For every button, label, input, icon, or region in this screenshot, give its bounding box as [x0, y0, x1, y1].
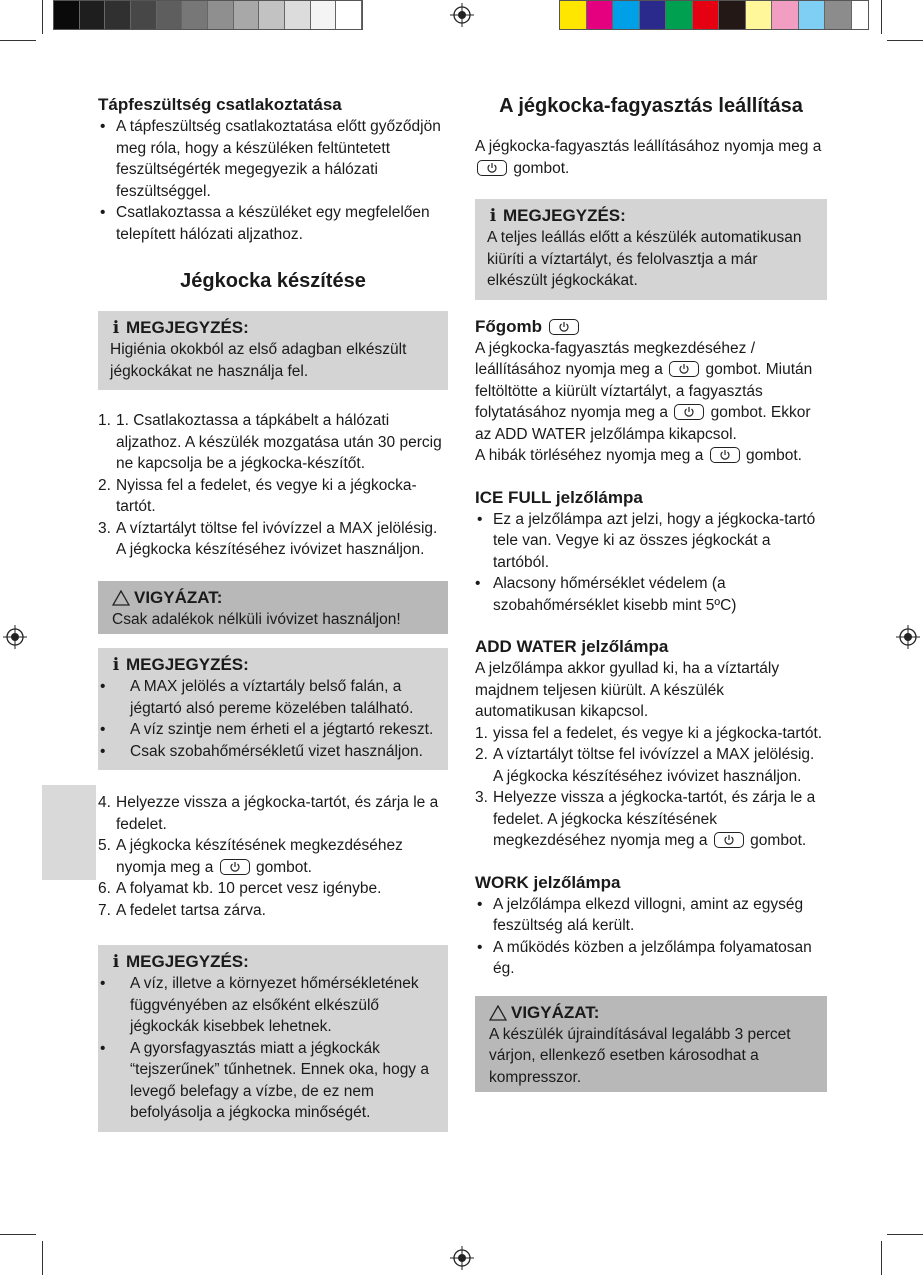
- caution-text: Csak adalékok nélküli ivóvizet használjon!: [112, 610, 401, 628]
- registration-mark-icon: [450, 1246, 474, 1270]
- color-swatch: [693, 1, 720, 29]
- section-title-work: WORK jelzőlámpa: [475, 872, 621, 892]
- list-item: • A jelzőlámpa elkezd villogni, amint az egység feszültség alá került.: [477, 895, 804, 934]
- caution-title: VIGYÁZAT:: [511, 1002, 600, 1022]
- gray-swatch: [234, 1, 260, 29]
- gray-swatch: [182, 1, 208, 29]
- power-connection-list: [98, 116, 448, 245]
- power-button-icon: [669, 361, 699, 377]
- color-swatch: [825, 1, 852, 29]
- list-item: • A MAX jelölés a víztartály belső falán, a jégtartó alsó pereme közelében található.: [100, 678, 414, 717]
- list-item: • Alacsony hőmérséklet védelem (a szobahőmérséklet kisebb mint 5ºC): [475, 575, 737, 614]
- gray-swatch: [105, 1, 131, 29]
- step-item: 2. A víztartályt töltse fel ivóvízzel a MAX jelölésig. A jégkocka készítéséhez ivóvizet használjon.: [475, 746, 815, 785]
- section-title-power-connection: Tápfeszültség csatlakoztatása: [98, 95, 342, 114]
- crop-mark: [0, 1234, 36, 1235]
- step-item: 3. Helyezze vissza a jégkocka-tartót, és zárja le a fedelet. A jégkocka készítésének megkezdéséhez nyomja meg a gombot.: [475, 789, 816, 849]
- section-title-ice-full: ICE FULL jelzőlámpa: [475, 487, 643, 507]
- step-item: 1. 1. Csatlakoztassa a tápkábelt a hálózati aljzathoz. A készülék mozgatása után 30 percig ne kapcsolja be a jégkocka-készítőt.: [98, 412, 442, 472]
- process-color-bar: [559, 0, 869, 30]
- caution-title: VIGYÁZAT:: [134, 587, 223, 607]
- list-item: • A működés közben a jelzőlámpa folyamatosan ég.: [477, 938, 812, 977]
- color-swatch: [587, 1, 614, 29]
- color-swatch: [666, 1, 693, 29]
- ice-making-steps: [98, 410, 448, 561]
- note-title: MEGJEGYZÉS:: [126, 655, 249, 674]
- section-title-main-button: Főgomb: [475, 316, 827, 338]
- power-button-icon: [674, 404, 704, 420]
- language-side-tab: [42, 785, 96, 880]
- left-column: [98, 94, 448, 1132]
- caution-box: [475, 996, 827, 1093]
- power-button-icon: [714, 832, 744, 848]
- list-item: • Csak szobahőmérsékletű vizet használjon.: [100, 742, 423, 760]
- list-item: • A tápfeszültség csatlakoztatása előtt győződjön meg róla, hogy a készüléken feltüntetett feszültségérték megegyezik a hálózati feszültséggel.: [100, 118, 441, 200]
- info-i-icon: ℹ: [112, 318, 120, 337]
- registration-mark-icon: [450, 3, 474, 27]
- step-item: 5. A jégkocka készítésének megkezdéséhez nyomja meg a gombot.: [98, 837, 403, 876]
- stop-instructions: A jégkocka-fagyasztás leállításához nyomja meg a gombot.: [475, 138, 822, 177]
- warning-triangle-icon: [112, 590, 130, 606]
- grayscale-color-bar: [53, 0, 363, 30]
- color-swatch: [799, 1, 826, 29]
- note-title: MEGJEGYZÉS:: [126, 318, 249, 337]
- color-swatch: [613, 1, 640, 29]
- note-text: A teljes leállás előtt a készülék automatikusan kiüríti a víztartályt, és felolvasztja a már elkészült jégkockákat.: [487, 229, 802, 289]
- right-column: [475, 94, 827, 1092]
- add-water-steps: [475, 723, 827, 852]
- info-i-icon: ℹ: [489, 206, 497, 225]
- crop-mark: [881, 0, 882, 34]
- list-item: • Csatlakoztassa a készüléket egy megfelelően telepített hálózati aljzathoz.: [100, 204, 430, 243]
- color-swatch: [640, 1, 667, 29]
- list-item: • A gyorsfagyasztás miatt a jégkockák “tejszerűnek” tűnhetnek. Ennek oka, hogy a levegő belefagy a vízbe, de ez nem befolyásolja a jégkocka minőségét.: [100, 1039, 429, 1121]
- color-swatch: [772, 1, 799, 29]
- gray-swatch: [311, 1, 337, 29]
- power-button-icon: [710, 447, 740, 463]
- gray-swatch: [157, 1, 183, 29]
- note-title: MEGJEGYZÉS:: [126, 952, 249, 971]
- bullet: •: [100, 204, 106, 221]
- gray-swatch: [285, 1, 311, 29]
- step-item: 3. A víztartályt töltse fel ivóvízzel a MAX jelölésig. A jégkocka készítéséhez ivóvizet használjon.: [98, 519, 438, 558]
- note-box: [98, 311, 448, 390]
- bullet: •: [100, 118, 106, 135]
- gray-swatch: [131, 1, 157, 29]
- gray-swatch: [80, 1, 106, 29]
- note-box: [475, 199, 827, 300]
- registration-mark-icon: [896, 625, 920, 649]
- registration-mark-icon: [3, 625, 27, 649]
- note-box: [98, 648, 448, 770]
- crop-mark: [881, 1241, 882, 1275]
- warning-triangle-icon: [489, 1005, 507, 1021]
- note-text: Higiénia okokból az első adagban elkészült jégkockákat ne használja fel.: [110, 341, 407, 380]
- color-swatch: [560, 1, 587, 29]
- caution-box: [98, 581, 448, 635]
- crop-mark: [0, 40, 36, 41]
- gray-swatch: [336, 1, 362, 29]
- main-button-text: A jégkocka-fagyasztás megkezdéséhez / leállításához nyomja meg a gombot. Miután feltöltötte a kiürült víztartályt, a fagyasztás folytatásához nyomja meg a gombot. Ekkor az ADD WATER jelzőlámpa kikapcsol.: [475, 339, 813, 443]
- list-item: • Ez a jelzőlámpa azt jelzi, hogy a jégkocka-tartó tele van. Vegye ki az összes jégkockát a tartóból.: [477, 510, 816, 571]
- color-swatch: [719, 1, 746, 29]
- crop-mark: [42, 1241, 43, 1275]
- work-list: [475, 894, 827, 980]
- ice-full-list: [475, 509, 827, 617]
- ice-making-steps-continued: [98, 792, 448, 921]
- info-i-icon: ℹ: [112, 952, 120, 971]
- step-item: 1. yissa fel a fedelet, és vegye ki a jégkocka-tartót.: [475, 724, 823, 742]
- step-item: 4. Helyezze vissza a jégkocka-tartót, és zárja le a fedelet.: [98, 794, 439, 833]
- add-water-text: A jelzőlámpa akkor gyullad ki, ha a víztartály majdnem teljesen kiürült. A készülék automatikusan kikapcsol.: [475, 660, 780, 720]
- gray-swatch: [259, 1, 285, 29]
- step-item: 7. A fedelet tartsa zárva.: [98, 901, 266, 919]
- crop-mark: [887, 40, 923, 41]
- power-button-icon: [549, 319, 579, 335]
- error-reset-text: A hibák törléséhez nyomja meg a gombot.: [475, 447, 802, 464]
- note-title: MEGJEGYZÉS:: [503, 206, 626, 225]
- step-item: 6. A folyamat kb. 10 percet vesz igénybe.: [98, 880, 382, 897]
- info-i-icon: ℹ: [112, 655, 120, 674]
- crop-mark: [887, 1234, 923, 1235]
- list-item: • A víz, illetve a környezet hőmérsékletének függvényében az elsőként elkészülő jégkockák kisebbek lehetnek.: [100, 975, 419, 1035]
- caution-text: A készülék újraindításával legalább 3 percet várjon, ellenkező esetben károsodhat a kompresszor.: [489, 1025, 791, 1086]
- list-item: • A víz szintje nem érheti el a jégtartó rekeszt.: [100, 721, 434, 738]
- section-title-stop-freezing: A jégkocka-fagyasztás leállítása: [499, 95, 803, 117]
- color-swatch: [746, 1, 773, 29]
- gray-swatch: [54, 1, 80, 29]
- power-button-icon: [220, 859, 250, 875]
- crop-mark: [42, 0, 43, 34]
- power-button-icon: [477, 160, 507, 176]
- section-title-ice-making: Jégkocka készítése: [180, 270, 366, 292]
- gray-swatch: [208, 1, 234, 29]
- note-box: [98, 945, 448, 1132]
- section-title-add-water: ADD WATER jelzőlámpa: [475, 637, 669, 656]
- step-item: 2. Nyissa fel a fedelet, és vegye ki a jégkocka-tartót.: [98, 476, 417, 515]
